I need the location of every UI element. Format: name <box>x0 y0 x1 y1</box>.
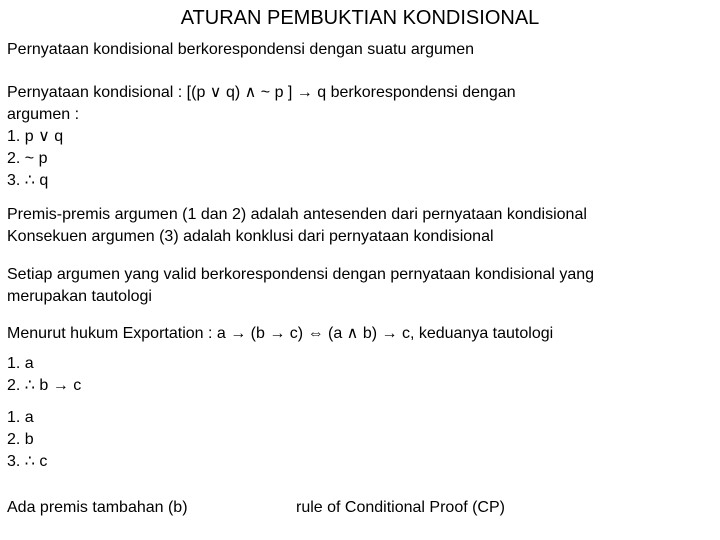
argument2-step-2: 2. ∴ b → c <box>7 377 82 394</box>
premis-text-2: Konsekuen argumen (3) adalah konklusi dari pernyataan kondisional <box>7 228 494 245</box>
footer-left-note: Ada premis tambahan (b) <box>7 499 188 516</box>
argument3-step-2: 2. b <box>7 431 34 448</box>
valid-text-1: Setiap argumen yang valid berkorespondensi dengan pernyataan kondisional yang <box>7 266 595 283</box>
argument2-step-1: 1. a <box>7 355 34 372</box>
argument1-step-2: 2. ~ p <box>7 150 48 167</box>
page-title: ATURAN PEMBUKTIAN KONDISIONAL <box>180 7 540 29</box>
argument3-step-3: 3. ∴ c <box>7 453 48 470</box>
argument1-step-3: 3. ∴ q <box>7 172 49 189</box>
conditional-argument-label: argumen : <box>7 106 80 123</box>
exportation-law: Menurut hukum Exportation : a → (b → c) ⇔ (a ∧ b) → c, keduanya tautologi <box>7 325 554 342</box>
premis-text-1: Premis-premis argumen (1 dan 2) adalah antesenden dari pernyataan kondisional <box>7 206 587 223</box>
argument1-step-1: 1. p ∨ q <box>7 128 64 145</box>
argument3-step-1: 1. a <box>7 409 34 426</box>
valid-text-2: merupakan tautologi <box>7 288 152 305</box>
footer-right-note: rule of Conditional Proof (CP) <box>296 499 505 516</box>
intro-text: Pernyataan kondisional berkorespondensi dengan suatu argumen <box>7 41 474 58</box>
conditional-statement: Pernyataan kondisional : [(p ∨ q) ∧ ~ p ] → q berkorespondensi dengan <box>7 84 516 101</box>
